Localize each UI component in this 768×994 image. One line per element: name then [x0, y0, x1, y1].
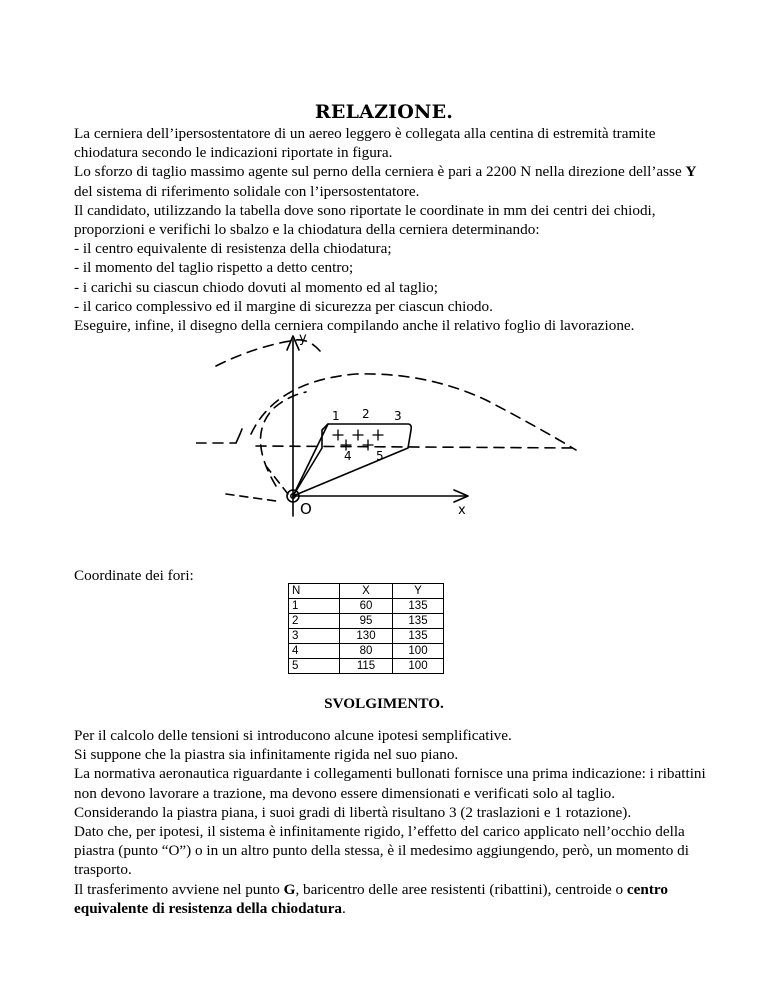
table-row: [289, 629, 444, 644]
table-cell: 80: [340, 644, 393, 659]
list-item: - i carichi su ciascun chiodo dovuti al momento ed al taglio;: [74, 278, 438, 296]
intro-section: [74, 124, 714, 335]
flap-inner-contour: [266, 466, 288, 494]
airfoil-outer-contour: [216, 340, 324, 366]
table-cell: 115: [340, 659, 393, 674]
bracket-plate: [293, 424, 411, 496]
intro-p2-text-end: del sistema di riferimento solidale con l’ipersostentatore.: [74, 182, 420, 200]
axis-y-bold: Y: [685, 163, 697, 181]
table-row: [289, 599, 444, 614]
table-cell: 3: [289, 629, 340, 644]
column-header: X: [340, 584, 393, 599]
svolgimento-p6-text-mid: , baricentro delle aree resistenti (ribattini), centroide o: [295, 880, 627, 898]
table-cell: 4: [289, 644, 340, 659]
table-cell: 60: [340, 599, 393, 614]
table-header-row: [289, 584, 444, 599]
table-cell: 1: [289, 599, 340, 614]
intro-paragraph-3: Il candidato, utilizzando la tabella dove sono riportate le coordinate in mm dei centri dei chiodi, proporzioni e verifichi lo sbalzo e la chiodatura della cerniera determinando:: [74, 201, 656, 239]
hole-coordinates-table: [288, 583, 444, 674]
column-header: Y: [393, 584, 444, 599]
airfoil-upper-contour: [251, 374, 576, 450]
table-cell: 100: [393, 644, 444, 659]
point-g-bold: G: [283, 880, 296, 898]
svolgimento-p6-text: Il trasferimento avviene nel punto: [74, 880, 284, 898]
table-row: [289, 659, 444, 674]
x-axis-label: x: [458, 503, 466, 518]
table-cell: 100: [393, 659, 444, 674]
table-cell: 130: [340, 629, 393, 644]
page-title: RELAZIONE.: [314, 101, 454, 123]
list-item: - il carico complessivo ed il margine di sicurezza per ciascun chiodo.: [74, 297, 493, 315]
svolgimento-paragraph-4: Considerando la piastra piana, i suoi gradi di libertà risultano 3 (2 traslazioni e 1 rotazione).: [74, 803, 632, 821]
intro-paragraph-4: Eseguire, infine, il disegno della cerniera compilando anche il relativo foglio di lavorazione.: [74, 317, 635, 335]
intro-paragraph-1: La cerniera dell’ipersostentatore di un aereo leggero è collegata alla centina di estremità tramite chiodatura secondo le indicazioni riportate in figura.: [74, 125, 656, 162]
hole-label: 2: [362, 407, 370, 421]
intro-p2-text: Lo sforzo di taglio massimo agente sul perno della cerniera è pari a 2200 N nella direzione dell’asse: [74, 163, 686, 181]
svolgimento-p6-text-end: .: [342, 899, 346, 917]
intro-paragraph-2: [74, 162, 714, 200]
svolgimento-paragraph-2: Si suppone che la piastra sia infinitamente rigida nel suo piano.: [74, 746, 459, 764]
table-cell: 5: [289, 659, 340, 674]
table-cell: 135: [393, 629, 444, 644]
svolgimento-section: [74, 726, 714, 918]
origin-label: O: [300, 500, 312, 518]
flap-edge-contour: [226, 494, 276, 501]
svolgimento-paragraph-1: Per il calcolo delle tensioni si introducono alcune ipotesi semplificative.: [74, 727, 512, 744]
svolgimento-paragraph-5: Dato che, per ipotesi, il sistema è infinitamente rigido, l’effetto del carico applicato nell’occhio della piastra (punto “O”) o in un altro punto della stessa, è il medesimo aggiungendo, però, un momento di trasporto.: [74, 823, 689, 879]
hole-label: 1: [332, 409, 340, 423]
flap-leading-edge: [236, 429, 242, 443]
table-cell: 95: [340, 614, 393, 629]
table-cell: 2: [289, 614, 340, 629]
table-row: [289, 644, 444, 659]
list-item: - il momento del taglio rispetto a detto centro;: [74, 259, 354, 277]
hole-label: 5: [376, 449, 384, 463]
list-item: - il centro equivalente di resistenza della chiodatura;: [74, 240, 392, 258]
table-cell: 135: [393, 614, 444, 629]
hinge-sketch: [196, 326, 596, 528]
column-header: N: [289, 584, 340, 599]
table-row: [289, 614, 444, 629]
hole-label: 3: [394, 409, 402, 423]
equivalent-center-bold: centro equivalente di resistenza della chiodatura: [74, 880, 668, 917]
y-axis-label: y: [299, 331, 307, 346]
svolgimento-paragraph-3: La normativa aeronautica riguardante i collegamenti bullonati fornisce una prima indicazione: i ribattini non devono lavorare a trazione, ma devono essere dimensionati e verificati solo al taglio.: [74, 765, 706, 802]
table-cell: 135: [393, 599, 444, 614]
section-title: SVOLGIMENTO.: [324, 695, 444, 712]
coordinates-label: Coordinate dei fori:: [74, 567, 194, 584]
airfoil-nose-contour: [260, 392, 306, 486]
svolgimento-paragraph-6: [74, 880, 714, 918]
airfoil-lower-contour: [196, 443, 576, 448]
hole-label: 4: [344, 449, 352, 463]
